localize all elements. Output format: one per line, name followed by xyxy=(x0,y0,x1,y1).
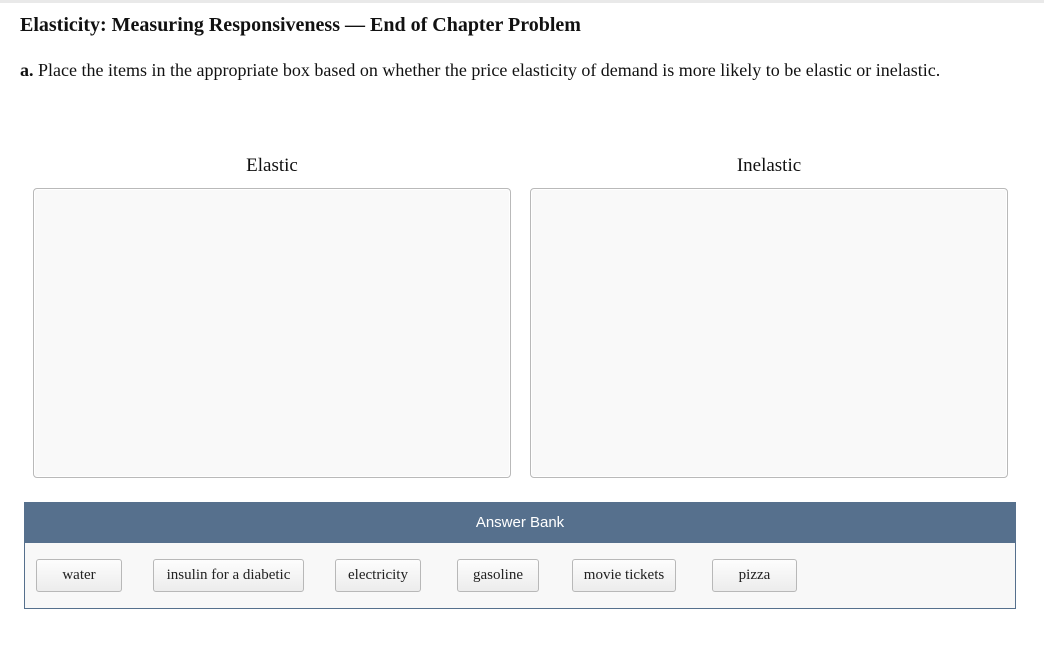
answer-chip-movie-tickets[interactable]: movie tickets xyxy=(572,559,676,592)
inelastic-drop-zone[interactable] xyxy=(530,188,1008,478)
question-prompt xyxy=(20,56,1020,85)
answer-chip-gasoline[interactable]: gasoline xyxy=(457,559,539,592)
answer-chip-pizza[interactable]: pizza xyxy=(712,559,797,592)
answer-bank xyxy=(24,502,1016,609)
answer-chip-electricity[interactable]: electricity xyxy=(335,559,421,592)
elastic-heading: Elastic xyxy=(246,155,298,176)
question-text: Place the items in the appropriate box based on whether the price elasticity of demand is more likely to be elastic or inelastic. xyxy=(38,60,941,80)
top-rule xyxy=(0,0,1044,3)
answer-chip-insulin[interactable]: insulin for a diabetic xyxy=(153,559,304,592)
answer-bank-header: Answer Bank xyxy=(25,503,1015,543)
question-part-label: a. xyxy=(20,60,34,80)
page-title: Elasticity: Measuring Responsiveness — End of Chapter Problem xyxy=(20,14,581,36)
answer-chip-water[interactable]: water xyxy=(36,559,122,592)
inelastic-heading: Inelastic xyxy=(736,155,802,176)
elastic-drop-zone[interactable] xyxy=(33,188,511,478)
